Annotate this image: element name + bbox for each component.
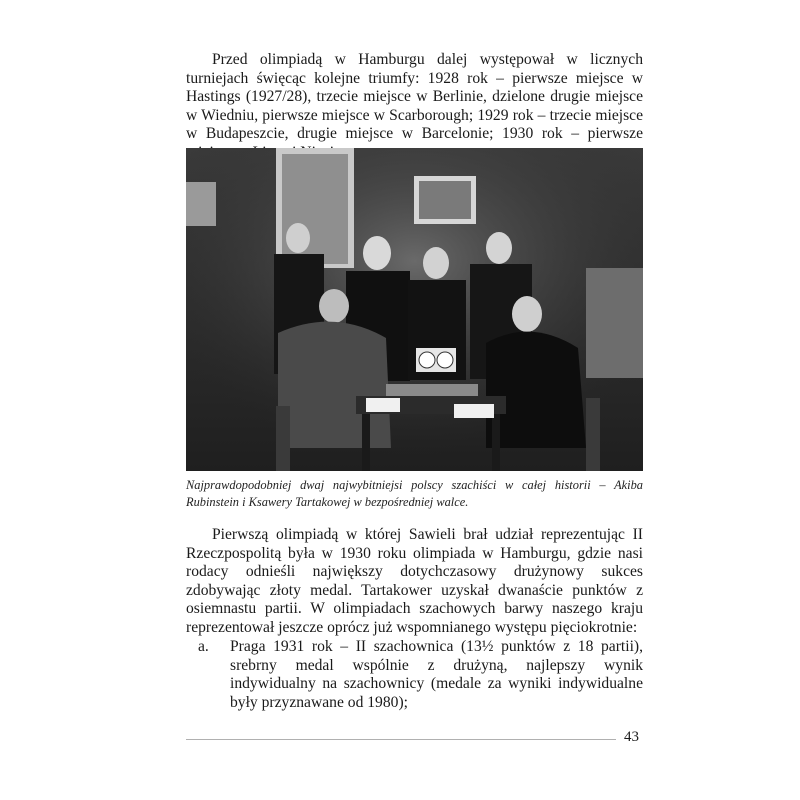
olympiad-list [186,638,643,712]
list-marker: a. [198,638,209,655]
photo-caption: Najprawdopodobniej dwaj najwybitniejsi polscy szachiści w całej historii – Akiba Rubinstein i Ksawery Tartakowej w bezpośredniej walce. [186,478,643,509]
page-number: 43 [624,729,639,745]
chess-match-photo [186,148,643,471]
list-item [186,638,643,712]
photo-illustration [186,148,643,471]
main-paragraph: Pierwszą olimpiadą w której Sawieli brał udział reprezentując II Rzeczpospolitą była w 1930 roku olimpiada w Hamburgu, gdzie nasi rodacy odnieśli największy dotychczasowy drużynowy sukces zdobywając złoty medal. Tartakower uzyskał dwanaście punktów z osiemnastu partii. W olimpiadach szachowych barwy naszego kraju reprezentował jeszcze oprócz już wspomnianego występu pięciokrotnie: [186,526,643,636]
intro-paragraph: Przed olimpiadą w Hamburgu dalej występował w licznych turniejach święcąc kolejne triumfy: 1928 rok – pierwsze miejsce w Hastings (1927/28), trzecie miejsce w Berlinie, dzielone drugie miejsce w Wiedniu, pierwsze miejsce w Scarborough; 1929 rok – trzecie miejsce w Budapeszcie, drugie miejsce w Barcelonie; 1930 rok – pierwsze [186,51,643,143]
list-item-text: Praga 1931 rok – II szachownica (13½ punktów z 18 partii), srebrny medal wspólnie z drużyną, najlepszy wynik indywidualny na szachownicy (medale za wyniki indywidualne były przyznawane od 1980); [230,638,643,711]
footer-divider [186,739,616,740]
